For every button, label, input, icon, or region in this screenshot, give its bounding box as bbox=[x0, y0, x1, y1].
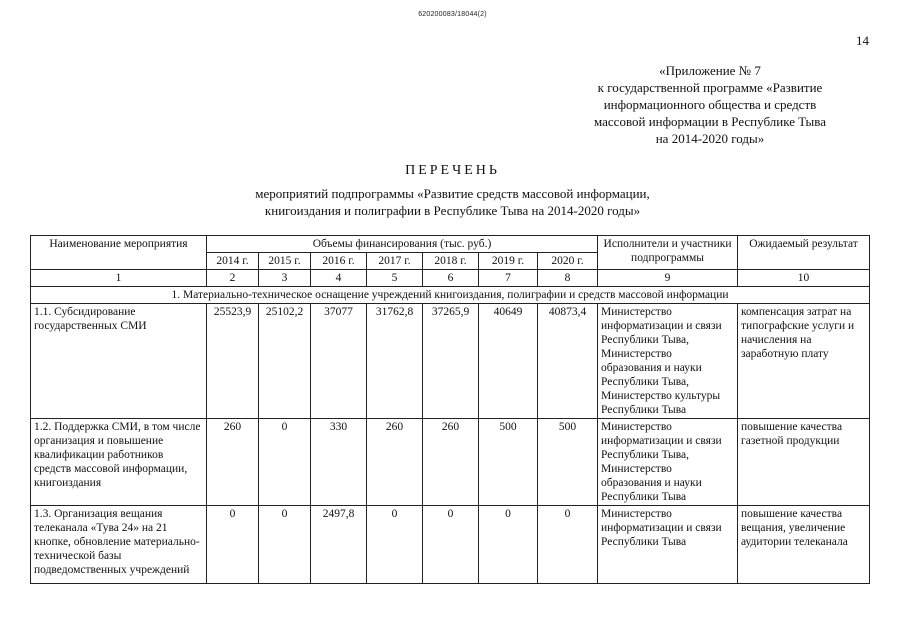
table-row bbox=[31, 419, 870, 506]
activity-executors: Министерство информатизации и связи Республики Тыва, Министерство образования и науки Республики Тыва bbox=[598, 419, 738, 506]
column-number: 10 bbox=[738, 270, 870, 287]
funding-value: 330 bbox=[311, 419, 367, 506]
funding-value: 37077 bbox=[311, 304, 367, 419]
table-row bbox=[31, 304, 870, 419]
appendix-line: «Приложение № 7 bbox=[659, 63, 761, 78]
activity-result: повышение качества вещания, увеличение аудитории телеканала bbox=[738, 506, 870, 584]
header-year: 2014 г. bbox=[207, 253, 259, 270]
funding-value: 260 bbox=[367, 419, 423, 506]
funding-value: 2497,8 bbox=[311, 506, 367, 584]
column-number: 1 bbox=[31, 270, 207, 287]
section-title: 1. Материально-техническое оснащение учреждений книгоиздания, полиграфии и средств массовой информации bbox=[31, 287, 870, 304]
activity-result: компенсация затрат на типографские услуги и начисления на заработную плату bbox=[738, 304, 870, 419]
activity-name: 1.1. Субсидирование государственных СМИ bbox=[31, 304, 207, 419]
funding-value: 0 bbox=[423, 506, 479, 584]
header-year: 2016 г. bbox=[311, 253, 367, 270]
funding-value: 500 bbox=[538, 419, 598, 506]
activity-executors: Министерство информатизации и связи Республики Тыва, Министерство образования и науки Республики Тыва, Министерство культуры Республики Тыва bbox=[598, 304, 738, 419]
funding-value: 0 bbox=[207, 506, 259, 584]
header-result: Ожидаемый результат bbox=[738, 236, 870, 270]
table-header-row bbox=[31, 236, 870, 253]
column-number: 4 bbox=[311, 270, 367, 287]
appendix-line: массовой информации в Республике Тыва bbox=[594, 114, 826, 129]
appendix-block bbox=[560, 62, 860, 147]
header-name: Наименование мероприятия bbox=[31, 236, 207, 270]
funding-value: 0 bbox=[259, 506, 311, 584]
section-row bbox=[31, 287, 870, 304]
column-number: 8 bbox=[538, 270, 598, 287]
column-number-row bbox=[31, 270, 870, 287]
subheading-line: книгоиздания и полиграфии в Республике Тыва на 2014-2020 годы» bbox=[264, 203, 641, 218]
document-heading: ПЕРЕЧЕНЬ bbox=[405, 163, 500, 178]
header-year: 2019 г. bbox=[479, 253, 538, 270]
column-number: 6 bbox=[423, 270, 479, 287]
activities-table bbox=[30, 235, 870, 584]
funding-value: 0 bbox=[479, 506, 538, 584]
subheading-line: мероприятий подпрограммы «Развитие средств массовой информации, bbox=[255, 186, 650, 201]
header-year: 2017 г. bbox=[367, 253, 423, 270]
document-code: 620200083/18044(2) bbox=[418, 11, 487, 18]
appendix-line: информационного общества и средств bbox=[603, 97, 817, 112]
page-number: 14 bbox=[856, 33, 869, 48]
funding-value: 40649 bbox=[479, 304, 538, 419]
funding-value: 260 bbox=[207, 419, 259, 506]
funding-value: 31762,8 bbox=[367, 304, 423, 419]
header-year: 2018 г. bbox=[423, 253, 479, 270]
header-executors: Исполнители и участники подпрограммы bbox=[598, 236, 738, 270]
column-number: 9 bbox=[598, 270, 738, 287]
funding-value: 40873,4 bbox=[538, 304, 598, 419]
table-row bbox=[31, 506, 870, 584]
activity-name: 1.2. Поддержка СМИ, в том числе организация и повышение квалификации работников средств массовой информации, книгоиздания bbox=[31, 419, 207, 506]
activity-executors: Министерство информатизации и связи Республики Тыва bbox=[598, 506, 738, 584]
funding-value: 25102,2 bbox=[259, 304, 311, 419]
appendix-line: к государственной программе «Развитие bbox=[597, 80, 823, 95]
activity-result: повышение качества газетной продукции bbox=[738, 419, 870, 506]
funding-value: 37265,9 bbox=[423, 304, 479, 419]
activity-name: 1.3. Организация вещания телеканала «Тува 24» на 21 кнопке, обновление материально-технической базы подведомственных учреждений bbox=[31, 506, 207, 584]
header-funding: Объемы финансирования (тыс. руб.) bbox=[207, 236, 598, 253]
funding-value: 500 bbox=[479, 419, 538, 506]
document-subheading bbox=[0, 185, 905, 219]
header-year: 2015 г. bbox=[259, 253, 311, 270]
funding-value: 0 bbox=[259, 419, 311, 506]
funding-value: 25523,9 bbox=[207, 304, 259, 419]
appendix-line: на 2014-2020 годы» bbox=[655, 131, 765, 146]
column-number: 3 bbox=[259, 270, 311, 287]
funding-value: 260 bbox=[423, 419, 479, 506]
column-number: 7 bbox=[479, 270, 538, 287]
funding-value: 0 bbox=[367, 506, 423, 584]
funding-value: 0 bbox=[538, 506, 598, 584]
column-number: 5 bbox=[367, 270, 423, 287]
header-year: 2020 г. bbox=[538, 253, 598, 270]
column-number: 2 bbox=[207, 270, 259, 287]
